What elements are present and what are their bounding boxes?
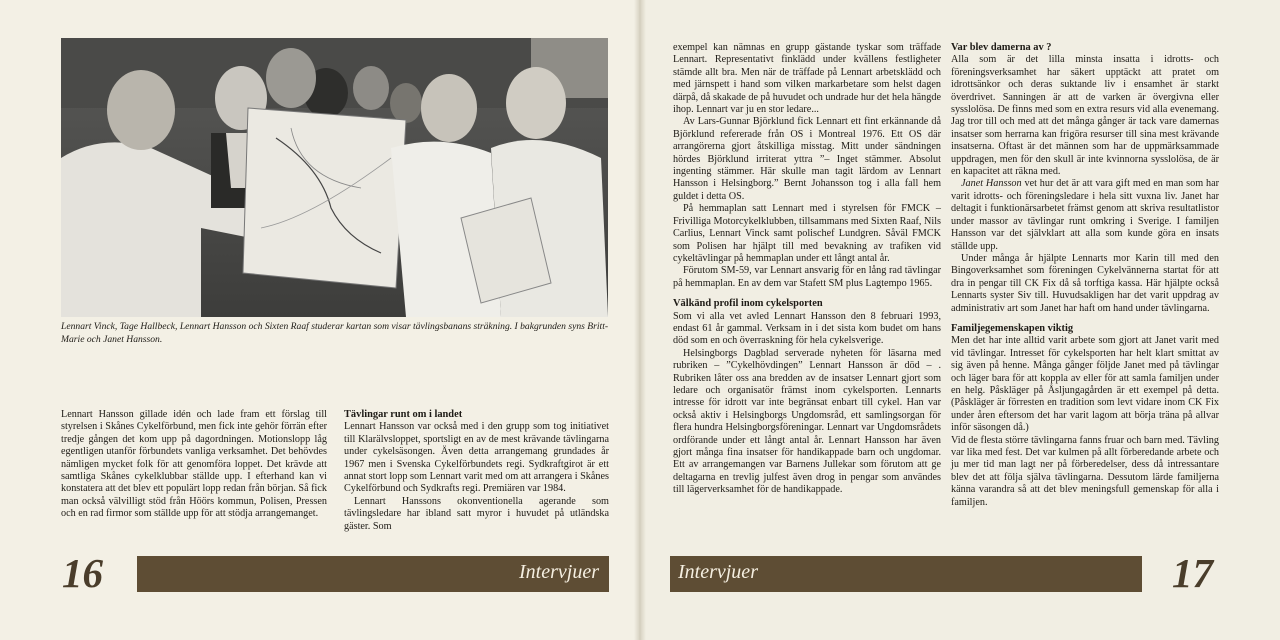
right-column-1 <box>673 42 941 497</box>
section-band <box>670 556 1142 592</box>
photo-caption: Lennart Vinck, Tage Hallbeck, Lennart Hansson och Sixten Raaf studerar kartan som visar tävlingsbanans sträkning. I bakgrunden syns Britt-Marie och Janet Hansson. <box>61 321 609 345</box>
paragraph: Men det har inte alltid varit arbete som gjort att Janet varit med vid tävlingar. Intresset för cykelsporten har helt klart smittat av sig även på henne. Många gånger följde Janet med på tävlingar och läger bara för att koppla av eller för att samla familjen under en helg. Påskläger på Åsljungagården är ett exempel på detta. (Påskläger är förresten en tradition som levt vidare inom CK Fix under åren eftersom det har varit lagom att börja träna på allvar inför säsongen då.) <box>951 335 1219 434</box>
paragraph: På hemmaplan satt Lennart med i styrelsen för FMCK – Frivilliga Motorcykelklubben, tillsammans med Sixten Raaf, Nils Carlius, Lennart Vinck samt polischef Lundgren. Såväl FMCK som Polisen har hjälpt till med bevakning av trafiken vid cykeltävlingar på hemmaplan under ett långt antal år. <box>673 203 941 264</box>
paragraph: Lennart Hanssons okonventionella agerande som tävlingsledare har ibland satt myror i huvudet på utländska gäster. Som <box>344 495 609 532</box>
page-number: 16 <box>62 550 103 596</box>
paragraph: Av Lars-Gunnar Björklund fick Lennart ett fint erkännande då Björklund refererade från OS i Montreal 1976. Ett OS där arrangörerna gjort åtskilliga misstag. Mitt under sändningen hördes Björklund irriterat yttra ”– Inget stämmer. Absolut ingenting stämmer. Här skulle man tagit lärdom av Lennart Hansson i Helsingborg.” Bernt Johansson tog i alla fall hem guldet i detta OS. <box>673 116 941 202</box>
section-heading: Familjegemenskapen viktig <box>951 322 1074 334</box>
person-name: Janet Hansson <box>961 178 1022 190</box>
section-heading: Välkänd profil inom cykelsporten <box>673 298 823 310</box>
left-column-2 <box>344 409 609 533</box>
paragraph: Som vi alla vet avled Lennart Hansson den 8 februari 1993, endast 61 år gammal. Verksam in i det sista kom budet om hans död som en och överraskning för hela cykelsverige. <box>673 310 941 347</box>
right-column-2 <box>951 42 1219 509</box>
paragraph: Under många år hjälpte Lennarts mor Karin till med den Bingoverksamhet som föreningen Cykelvännerna startat för att dra in pengar till CK Fix då så torftiga kassa. Här hjälpte också Lennarts syster Siv till. Huvudsakligen har det varit uppdrag av administrativ art som Janet har haft om hand under tävlingarna. <box>951 252 1219 314</box>
section-band <box>137 556 609 592</box>
section-heading: Tävlingar runt om i landet <box>344 409 463 420</box>
historical-photo <box>61 38 608 317</box>
paragraph: Alla som är det lilla minsta insatta i idrotts- och föreningsverksamhet har säkert upptäckt att pratet om idrottsänkor och deras suktande liv i ensamhet är starkt överdrivet. Sanningen är att de varken är övergivna eller sysslolösa. De finns med som en extra resurs vid alla evenemang. Jag tror till och med att det många gånger är tack vare damernas insatser som herrarna kan frigöra resurser till sina mest krävande insatserna. Oftast är det männen som har de uppmärksammade uppdragen, men för den skull är inte kvinnorna sysslolösa, de är en kapacitet att räkna med. <box>951 54 1219 178</box>
section-title: Intervjuer <box>519 561 599 583</box>
paragraph <box>951 178 1219 252</box>
photo-illustration <box>61 38 608 317</box>
left-column-1 <box>61 409 327 521</box>
paragraph: Vid de flesta större tävlingarna fanns fruar och barn med. Tävling var lika med fest. Det var kulmen på allt förberedande arbete och ju mer tid man lagt ner på förberedelser, dess då intressantare blev det att följa själva tävlingarna. Dessutom lärde familjerna känna varandra så att det blev meningsfull gemenskap för alla i familjen. <box>951 434 1219 508</box>
paragraph: Lennart Hansson gillade idén och lade fram ett förslag till styrelsen i Skånes Cykelförbund, men fick inte gehör förrän efter tredje gången det kom upp på dagordningen. Motionslopp låg egentligen utanför förbundets vanliga verksamhet. Det behövdes nämligen mycket folk för att genomföra loppet. Det krävde att samtliga Skånes cykelklubbar ställde upp. I efterhand kan vi konstatera att det blev ett populärt lopp redan från början. Så fick man också välvilligt stöd från Höörs kommun, Polisen, Pressen och en rad firmor som ställde upp för att stödja arrangemanget. <box>61 409 327 520</box>
book-gutter <box>634 0 646 640</box>
page-number: 17 <box>1172 550 1213 596</box>
paragraph: Helsingborgs Dagblad serverade nyheten för läsarna med rubriken – ”Cykelhövdingen” Lennart Hansson är död – . Rubriken låter oss ana bredden av de insatser Lennart gjort som ledare och organisatör främst inom cykelsporten. Lennarts intresse för idrott var inte begränsat enbart till cykel. Han var också aktiv i Helsingborgs Ungdomsråd, ett samlingsorgan för flera hundra Helsingborgsföreningar. Lennart var Ungdomsrådets ordförande under ett långt antal år. Lennart Hansson har även gjort många fina insatser för handikappade barn och ungdomar. Ett av arrangemangen var Barnens Jullekar som förutom att ge deltagarna en trevlig julfest även drog in pengar som användes till lägerverksamhet för de handikappade. <box>673 347 941 496</box>
section-heading: Var blev damerna av ? <box>951 42 1052 53</box>
paragraph: Förutom SM-59, var Lennart ansvarig för en lång rad tävlingar på hemmaplan. En av dem var Stafett SM plus Lagtempo 1965. <box>673 265 941 289</box>
section-title: Intervjuer <box>678 561 758 583</box>
right-page <box>640 0 1280 640</box>
paragraph: Lennart Hansson var också med i den grupp som tog initiativet till Klarälvsloppet, sportsligt en av de mest krävande tävlingarna under cykelsäsongen. Även detta arrangemang grundades år 1967 men i Svenska Cykelförbundets regi. Sydkraftgirot är ett annat stort lopp som Lennart varit med om att arrangera i Skånes Cykelförbund och Sydkrafts regi. Premiären var 1984. <box>344 421 609 495</box>
paragraph-text: vet hur det är att vara gift med en man som har varit idrotts- och föreningsledare i hela sitt vuxna liv. Janet har deltagit i funktionärsarbetet främst genom att skriva resultatlistor under massor av tävlingar runt omkring i Sverige. I familjen Hansson var det självklart att alla som kunde göra en insats ställde upp. <box>951 178 1219 252</box>
paragraph: exempel kan nämnas en grupp gästande tyskar som träffade Lennart. Representativt finklädd under kvällens festligheter stämde allt bra. Men när de träffade på Lennart arbetsklädd och med järnspett i hand som vilken markarbetare som helst dagen därpå, då skakade de på huvudet och undrade hur det hela hängde ihop. Lennart var ju en stor ledare... <box>673 42 941 116</box>
